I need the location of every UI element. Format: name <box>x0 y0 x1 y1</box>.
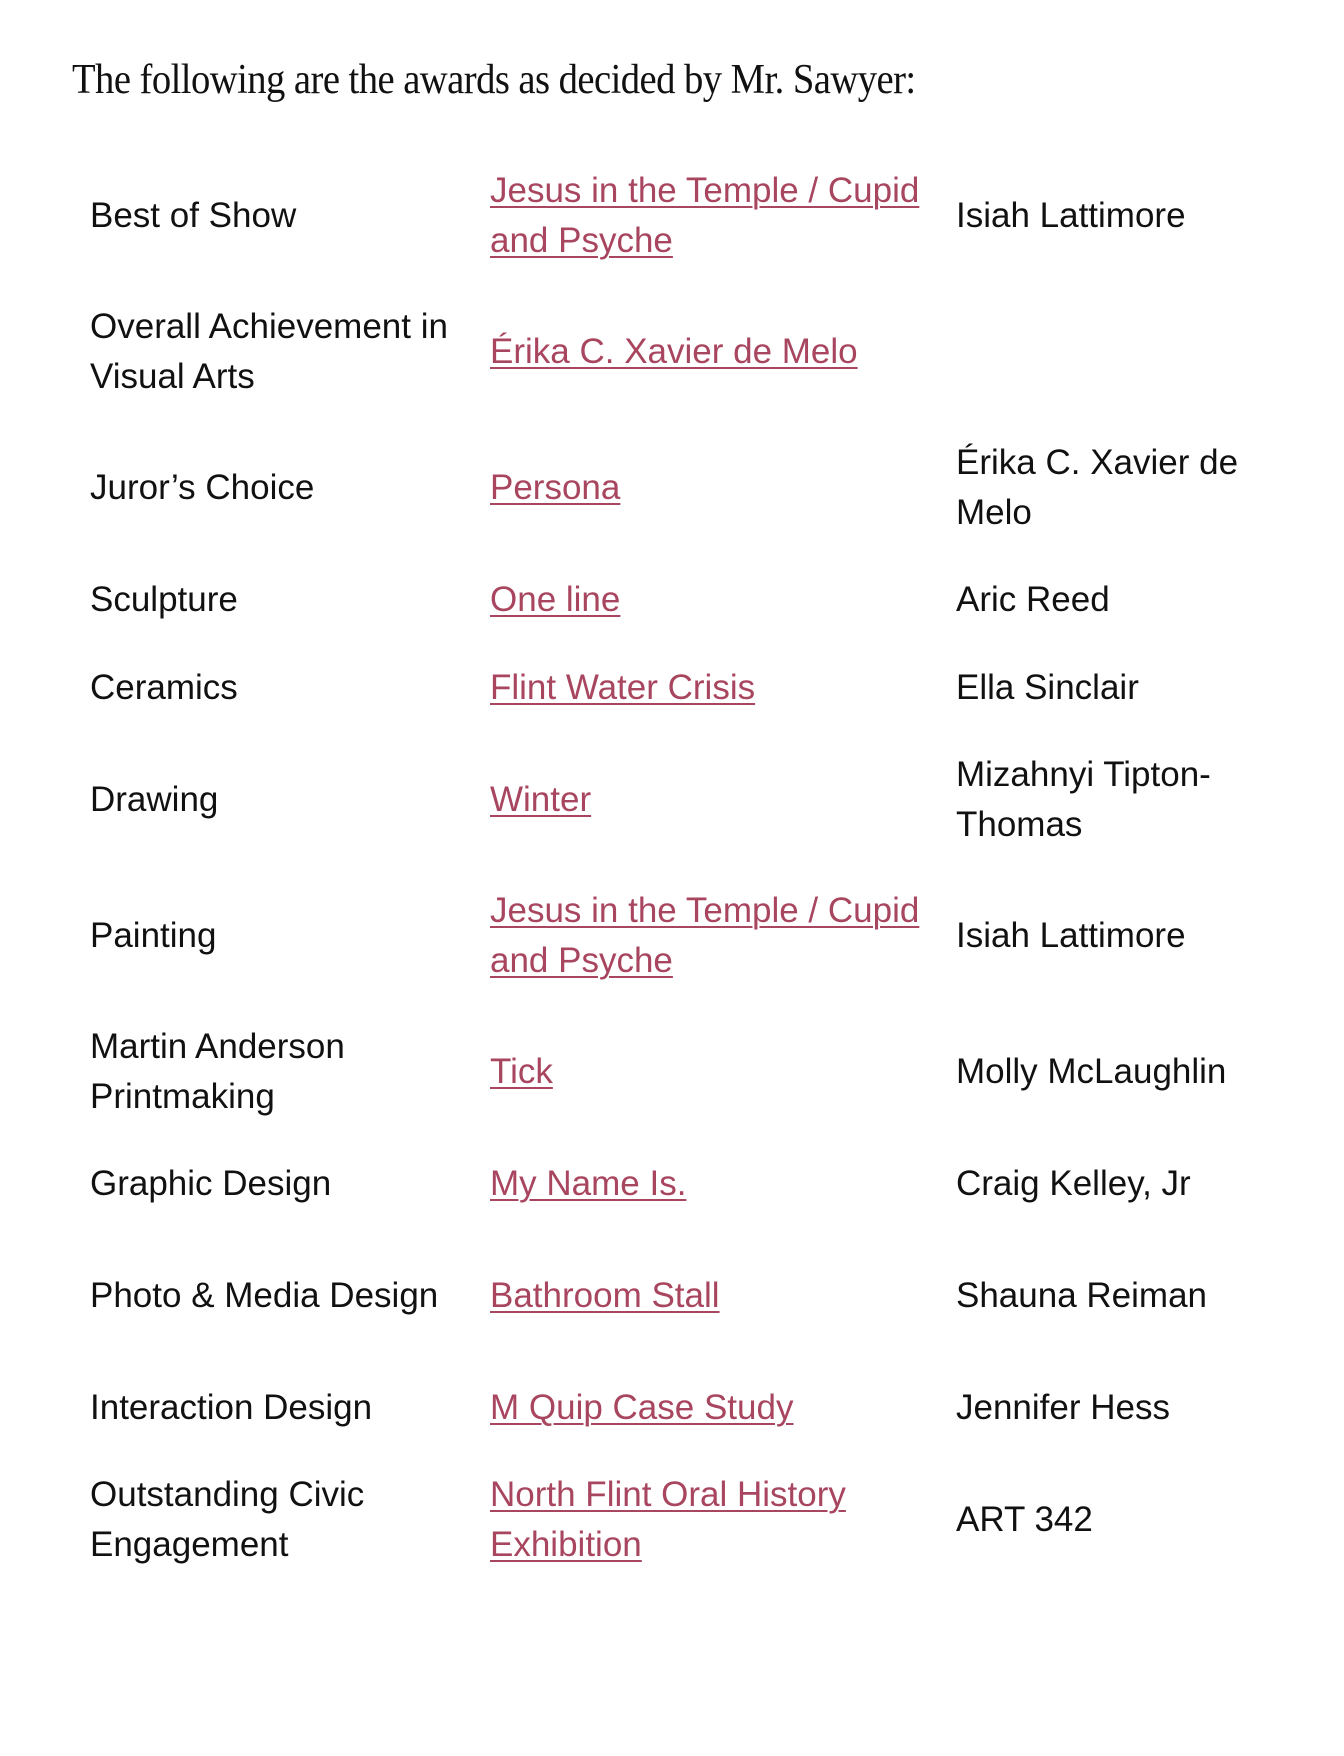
award-artist: Ella Sinclair <box>956 668 1139 707</box>
award-artist: Aric Reed <box>956 580 1110 619</box>
award-category: Best of Show <box>90 196 297 235</box>
award-artist: Isiah Lattimore <box>956 196 1186 235</box>
award-work-cell <box>472 1140 938 1228</box>
award-work-link[interactable]: Tick <box>490 1052 553 1091</box>
award-work-cell <box>472 644 938 732</box>
award-category: Interaction Design <box>90 1388 373 1427</box>
award-category: Martin Anderson Printmaking <box>90 1027 345 1116</box>
award-work-link[interactable]: My Name Is. <box>490 1164 687 1203</box>
award-work-cell <box>472 1228 938 1364</box>
award-category: Sculpture <box>90 580 238 619</box>
award-category: Overall Achievement in Visual Arts <box>90 307 448 396</box>
intro-text: The following are the awards as decided by Mr. Sawyer: <box>72 57 916 103</box>
awards-table-body <box>72 148 1274 1588</box>
award-work-link[interactable]: Persona <box>490 468 621 507</box>
award-work-cell <box>472 868 938 1004</box>
award-row <box>72 420 1274 556</box>
award-row <box>72 868 1274 1004</box>
award-artist: ART 342 <box>956 1500 1093 1539</box>
award-work-cell <box>472 148 938 284</box>
award-row <box>72 1364 1274 1452</box>
award-category: Outstanding Civic Engagement <box>90 1475 365 1564</box>
award-row <box>72 556 1274 644</box>
award-work-link[interactable]: Flint Water Crisis <box>490 668 756 707</box>
award-row <box>72 1140 1274 1228</box>
award-work-cell <box>472 732 938 868</box>
award-row <box>72 1452 1274 1588</box>
award-row <box>72 644 1274 732</box>
award-work-cell <box>472 284 938 420</box>
award-work-cell <box>472 420 938 556</box>
award-category: Photo & Media Design <box>90 1276 439 1315</box>
award-work-link[interactable]: One line <box>490 580 621 619</box>
award-row <box>72 1228 1274 1364</box>
award-artist: Jennifer Hess <box>956 1388 1170 1427</box>
award-work-cell <box>472 1004 938 1140</box>
award-work-link[interactable]: Jesus in the Temple / Cupid and Psyche <box>490 171 920 260</box>
award-category: Graphic Design <box>90 1164 332 1203</box>
award-work-cell <box>472 1452 938 1588</box>
award-work-link[interactable]: Winter <box>490 780 592 819</box>
award-artist: Mizahnyi Tipton-Thomas <box>956 755 1211 844</box>
award-row <box>72 1004 1274 1140</box>
award-work-cell <box>472 556 938 644</box>
award-artist: Craig Kelley, Jr <box>956 1164 1191 1203</box>
award-work-link[interactable]: M Quip Case Study <box>490 1388 794 1427</box>
award-artist: Shauna Reiman <box>956 1276 1207 1315</box>
award-work-cell <box>472 1364 938 1452</box>
award-artist: Érika C. Xavier de Melo <box>956 443 1239 532</box>
award-category: Juror’s Choice <box>90 468 315 507</box>
award-artist: Molly McLaughlin <box>956 1052 1227 1091</box>
award-work-link[interactable]: Érika C. Xavier de Melo <box>490 332 858 371</box>
award-work-link[interactable]: Bathroom Stall <box>490 1276 720 1315</box>
award-row <box>72 732 1274 868</box>
award-work-link[interactable]: North Flint Oral History Exhibition <box>490 1475 846 1564</box>
award-row <box>72 148 1274 284</box>
award-category: Drawing <box>90 780 219 819</box>
award-artist <box>938 284 1274 420</box>
award-work-link[interactable]: Jesus in the Temple / Cupid and Psyche <box>490 891 920 980</box>
awards-table <box>72 148 1274 1588</box>
award-category: Ceramics <box>90 668 238 707</box>
award-category: Painting <box>90 916 217 955</box>
award-artist: Isiah Lattimore <box>956 916 1186 955</box>
award-row <box>72 284 1274 420</box>
